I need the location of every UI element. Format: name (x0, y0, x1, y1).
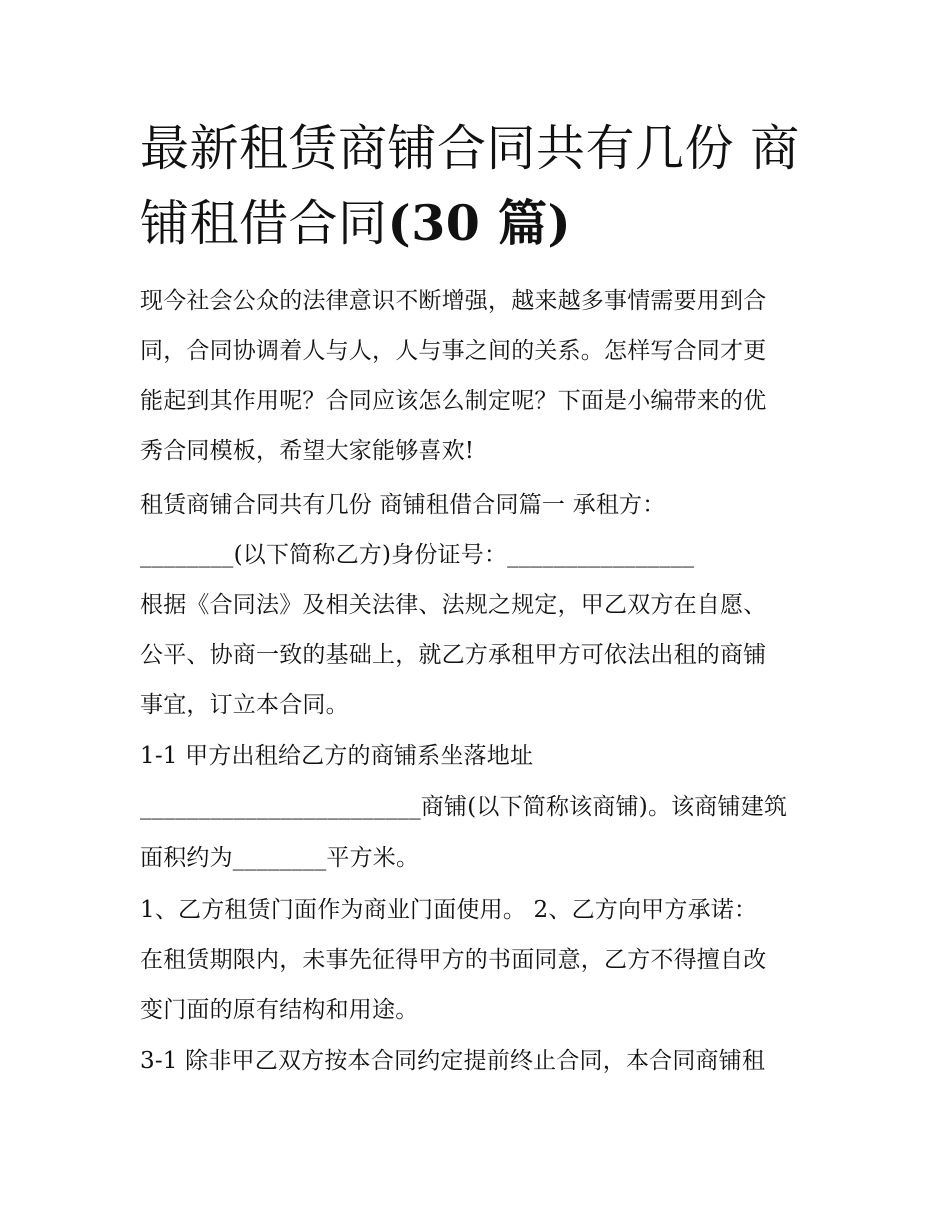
body-line: 面积约为________平方米。 (140, 845, 420, 871)
body-line: 1-1 甲方出租给乙方的商铺系坐落地址 (140, 743, 534, 769)
body-line: 租赁商铺合同共有几份 商铺租借合同篇一 承租方： (140, 492, 666, 518)
body-line: ________(以下简称乙方)身份证号：________________ (140, 542, 695, 568)
body-line: 秀合同模板，希望大家能够喜欢! (140, 438, 475, 464)
body-line: 1、乙方租赁门面作为商业门面使用。 2、乙方向甲方承诺： (140, 897, 758, 923)
body-line: 能起到其作用呢？合同应该怎么制定呢？下面是小编带来的优 (140, 388, 767, 414)
body-line: 事宜，订立本合同。 (140, 692, 349, 718)
body-line: 变门面的原有结构和用途。 (140, 997, 419, 1023)
body-line: 同，合同协调着人与人，人与事之间的关系。怎样写合同才更 (140, 338, 767, 364)
body-line: 根据《合同法》及相关法律、法规之规定，甲乙双方在自愿、 (140, 592, 767, 618)
body-line: 现今社会公众的法律意识不断增强，越来越多事情需要用到合 (140, 288, 767, 314)
title-line-2-count: (30 篇) (387, 194, 572, 252)
body-line: 在租赁期限内，未事先征得甲方的书面同意，乙方不得擅自改 (140, 947, 767, 973)
body-line: 3-1 除非甲乙双方按本合同约定提前终止合同，本合同商铺租 (140, 1048, 766, 1074)
title-line-2: 铺租借合同 (140, 195, 388, 252)
body-line: 公平、协商一致的基础上，就乙方承租甲方可依法出租的商铺 (140, 642, 767, 668)
title-line-1: 最新租赁商铺合同共有几份 商 (140, 120, 800, 177)
document-title (140, 112, 830, 261)
body-line: ________________________商铺(以下简称该商铺)。该商铺建筑 (140, 794, 788, 820)
